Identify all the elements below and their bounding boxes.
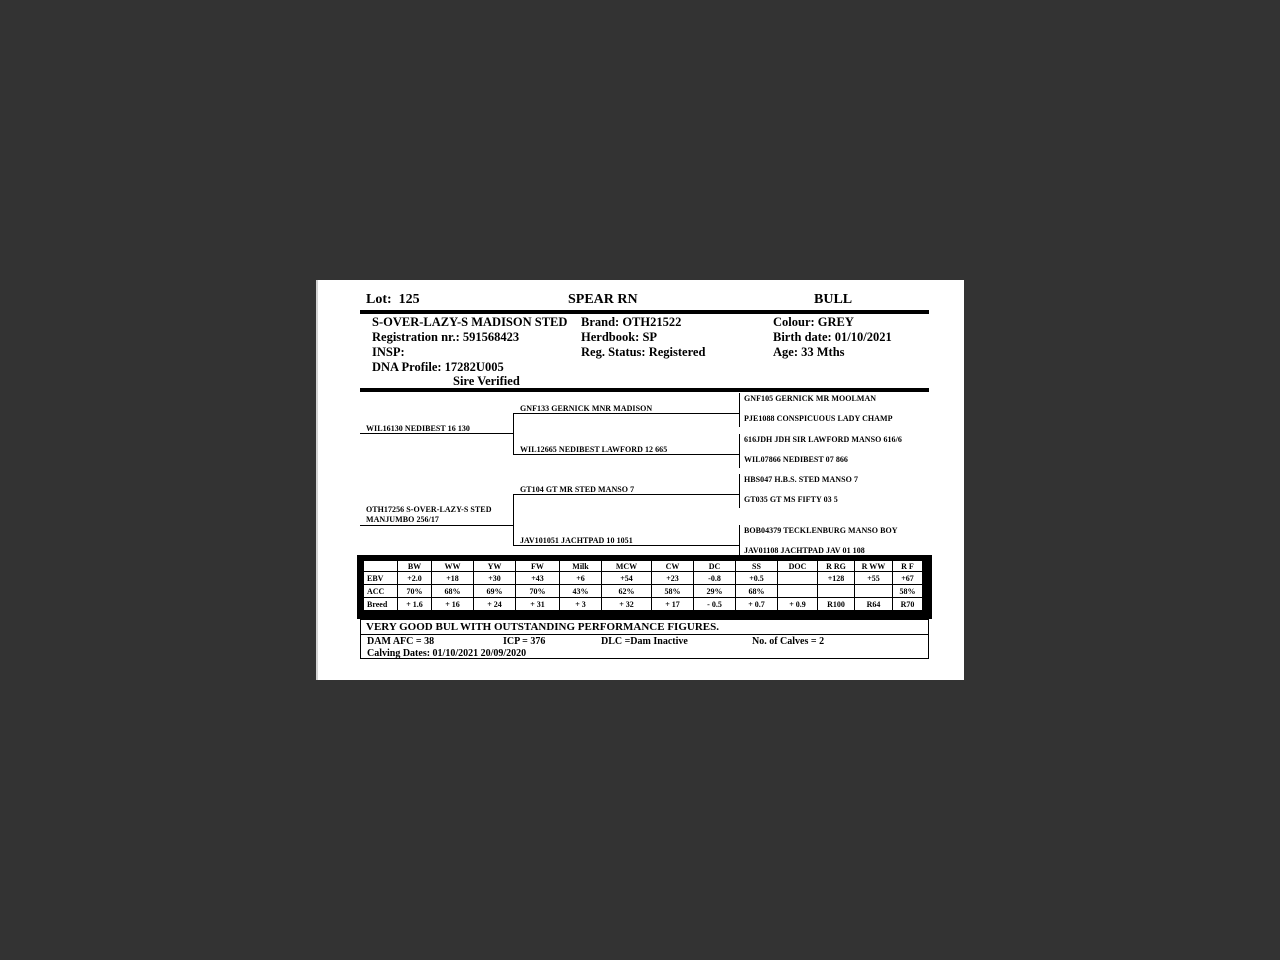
pedigree-dam-sire: GT104 GT MR STED MANSO 7 (520, 485, 635, 494)
row-label-breed: Breed (364, 598, 398, 611)
table-cell: 62% (602, 585, 652, 598)
pedigree-ggp-8: JAV01108 JACHTPAD JAV 01 108 (744, 546, 865, 555)
table-cell: + 32 (602, 598, 652, 611)
pedigree-sire-sire: GNF133 GERNICK MNR MADISON (520, 404, 653, 413)
table-cell: R100 (818, 598, 855, 611)
pedigree-ggp-7: BOB04379 TECKLENBURG MANSO BOY (744, 526, 898, 535)
table-cell: +55 (855, 572, 893, 585)
ebv-col-header: Milk (560, 561, 602, 572)
ebv-col-header: DC (694, 561, 736, 572)
dam-afc: DAM AFC = 38 (367, 636, 435, 647)
table-cell: + 3 (560, 598, 602, 611)
info-divider (360, 388, 929, 392)
ebv-col-header: CW (652, 561, 694, 572)
table-cell: +18 (432, 572, 474, 585)
pedigree-ggp-1: GNF105 GERNICK MR MOOLMAN (744, 394, 877, 403)
table-cell: +6 (560, 572, 602, 585)
table-cell (778, 585, 818, 598)
table-cell: + 17 (652, 598, 694, 611)
table-cell (778, 572, 818, 585)
row-label-acc: ACC (364, 585, 398, 598)
insp-field: INSP: (372, 345, 405, 359)
pedigree-ggp-6: GT035 GT MS FIFTY 03 5 (744, 495, 838, 504)
table-cell: 58% (893, 585, 923, 598)
ggp-bracket-3 (739, 474, 740, 508)
table-row (364, 585, 923, 598)
table-cell: +54 (602, 572, 652, 585)
table-cell: + 0.7 (736, 598, 778, 611)
sire-dam-line (513, 454, 739, 455)
table-cell: +0.5 (736, 572, 778, 585)
dam-dam-line (513, 545, 739, 546)
lot-label: Lot: (366, 292, 392, 307)
age: Age: 33 Mths (773, 345, 845, 359)
table-cell: R70 (893, 598, 923, 611)
lot-value: 125 (398, 292, 420, 307)
ebv-col-header: R F (893, 561, 923, 572)
table-cell: -0.8 (694, 572, 736, 585)
pedigree-dam-line2: MANJUMBO 256/17 (366, 515, 439, 524)
table-cell: +23 (652, 572, 694, 585)
registration-status: Reg. Status: Registered (581, 345, 706, 359)
dlc: DLC =Dam Inactive (601, 636, 688, 647)
birth-date: Birth date: 01/10/2021 (773, 330, 892, 344)
table-cell (818, 585, 855, 598)
registration-number: Registration nr.: 591568423 (372, 330, 520, 344)
ggp-bracket-2 (739, 434, 740, 468)
lot-number (366, 292, 420, 308)
ebv-col-header: MCW (602, 561, 652, 572)
ebv-header-row (364, 561, 923, 572)
brand: Brand: OTH21522 (581, 315, 682, 329)
ebv-col-header: DOC (778, 561, 818, 572)
sire-bracket (513, 413, 514, 454)
pedigree-ggp-3: 616JDH JDH SIR LAWFORD MANSO 616/6 (744, 435, 902, 444)
no-of-calves: No. of Calves = 2 (752, 636, 825, 647)
table-cell: +2.0 (398, 572, 432, 585)
sire-verified: Sire Verified (453, 374, 520, 388)
ebv-col-header: BW (398, 561, 432, 572)
pedigree-ggp-5: HBS047 H.B.S. STED MANSO 7 (744, 475, 858, 484)
table-row (364, 598, 923, 611)
table-cell: +67 (893, 572, 923, 585)
table-row (364, 572, 923, 585)
ebv-col-header: FW (516, 561, 560, 572)
ebv-col-header: WW (432, 561, 474, 572)
table-cell (855, 585, 893, 598)
dam-sire-line (513, 494, 739, 495)
table-cell: 68% (736, 585, 778, 598)
herdbook: Herdbook: SP (581, 330, 658, 344)
table-cell: + 16 (432, 598, 474, 611)
ggp-bracket-1 (739, 393, 740, 427)
pedigree-dam-dam: JAV101051 JACHTPAD 10 1051 (520, 536, 633, 545)
pedigree-sire: WIL16130 NEDIBEST 16 130 (366, 424, 470, 433)
pedigree-dam-line1: OTH17256 S-OVER-LAZY-S STED (366, 505, 492, 514)
sex-title: BULL (814, 292, 853, 307)
remark: VERY GOOD BUL WITH OUTSTANDING PERFORMANCE FIGURES. (361, 620, 928, 635)
table-cell: +43 (516, 572, 560, 585)
ebv-col-header (364, 561, 398, 572)
sire-sire-line (513, 413, 739, 414)
comments-box (360, 619, 929, 659)
ebv-col-header: SS (736, 561, 778, 572)
dam-line (360, 525, 513, 526)
breed-title: SPEAR RN (568, 292, 638, 307)
icp: ICP = 376 (503, 636, 546, 647)
row-label-ebv: EBV (364, 572, 398, 585)
ebv-col-header: R RG (818, 561, 855, 572)
table-cell: 43% (560, 585, 602, 598)
pedigree-sire-dam: WIL12665 NEDIBEST LAWFORD 12 665 (520, 445, 668, 454)
table-cell: + 0.9 (778, 598, 818, 611)
table-cell: + 31 (516, 598, 560, 611)
table-cell: 68% (432, 585, 474, 598)
pedigree-ggp-2: PJE1088 CONSPICUOUS LADY CHAMP (744, 414, 893, 423)
ebv-table-frame (357, 555, 932, 619)
ggp-bracket-4 (739, 525, 740, 555)
dna-profile: DNA Profile: 17282U005 (372, 360, 504, 374)
colour: Colour: GREY (773, 315, 854, 329)
ebv-table (363, 560, 923, 611)
header-divider (360, 310, 929, 314)
table-cell: 70% (398, 585, 432, 598)
animal-name: S-OVER-LAZY-S MADISON STED (372, 315, 568, 329)
table-cell: R64 (855, 598, 893, 611)
table-cell: 70% (516, 585, 560, 598)
calving-dates: Calving Dates: 01/10/2021 20/09/2020 (367, 648, 527, 659)
ebv-col-header: YW (474, 561, 516, 572)
lot-catalogue-page (316, 280, 964, 680)
table-cell: 58% (652, 585, 694, 598)
table-cell: + 1.6 (398, 598, 432, 611)
table-cell: 29% (694, 585, 736, 598)
table-cell: + 24 (474, 598, 516, 611)
sire-line (360, 433, 513, 434)
pedigree-ggp-4: WIL07866 NEDIBEST 07 866 (744, 455, 848, 464)
table-cell: - 0.5 (694, 598, 736, 611)
dam-bracket (513, 494, 514, 545)
table-cell: 69% (474, 585, 516, 598)
ebv-col-header: R WW (855, 561, 893, 572)
table-cell: +128 (818, 572, 855, 585)
table-cell: +30 (474, 572, 516, 585)
